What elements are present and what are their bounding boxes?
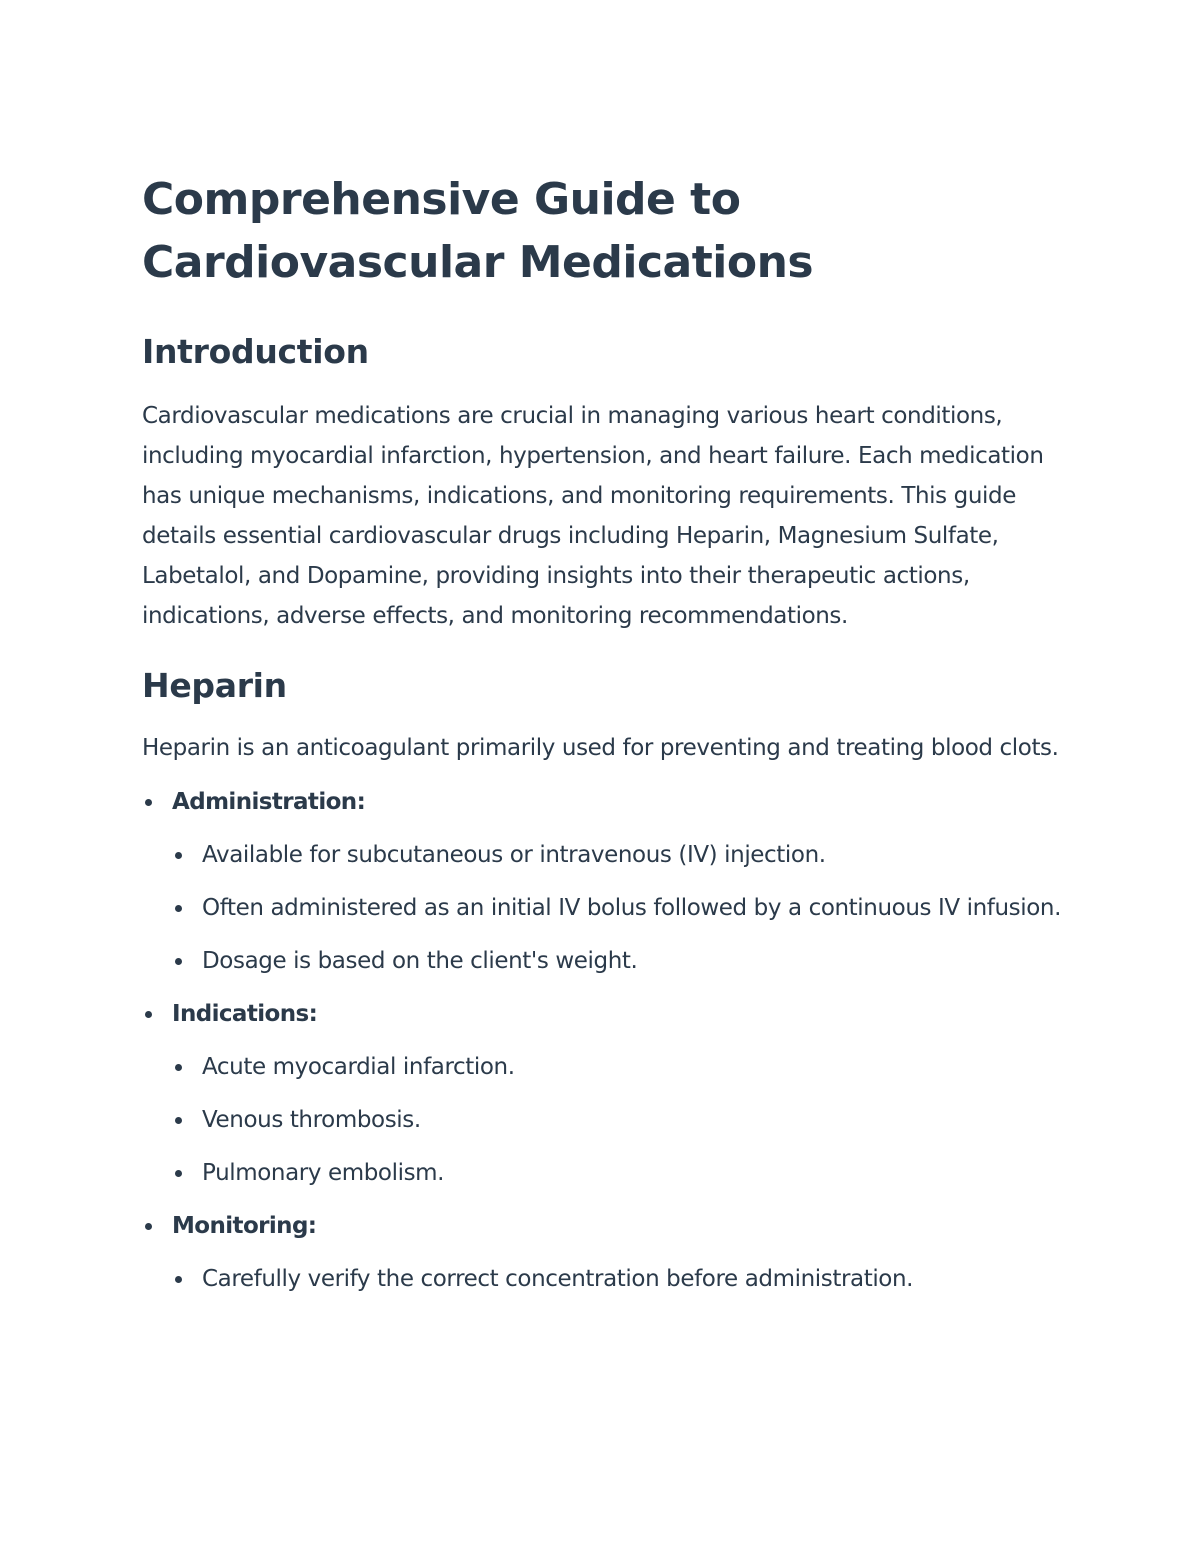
list-item-monitoring <box>142 1206 1062 1299</box>
list-item: Venous thrombosis. <box>172 1100 1062 1140</box>
introduction-paragraph: Cardiovascular medications are crucial in managing various heart conditions, including myocardial infarction, hypertension, and heart failure. Each medication has unique mechanisms, indications, and monitoring requirements. This guide details essential cardiovascular drugs including Heparin, Magnesium Sulfate, Labetalol, and Dopamine, providing insights into their therapeutic actions, indications, adverse effects, and monitoring recommendations. <box>142 403 1044 629</box>
list-item: Available for subcutaneous or intravenous (IV) injection. <box>172 835 1062 875</box>
list-item: Pulmonary embolism. <box>172 1153 1062 1193</box>
heparin-paragraph: Heparin is an anticoagulant primarily used for preventing and treating blood clots. <box>142 735 1059 761</box>
administration-label: Administration: <box>172 789 366 815</box>
section-heading-introduction: Introduction <box>142 332 369 371</box>
list-item: Often administered as an initial IV bolus followed by a continuous IV infusion. <box>172 888 1062 928</box>
heparin-details-list <box>142 782 1062 1299</box>
indications-sublist <box>172 1047 1062 1193</box>
administration-sublist <box>172 835 1062 981</box>
list-item: Dosage is based on the client's weight. <box>172 941 1062 981</box>
list-item-administration <box>142 782 1062 981</box>
monitoring-sublist <box>172 1259 1062 1299</box>
document-title: Comprehensive Guide to Cardiovascular Medications <box>142 174 814 288</box>
indications-label: Indications: <box>172 1001 318 1027</box>
list-item: Carefully verify the correct concentration before administration. <box>172 1259 1062 1299</box>
list-item: Acute myocardial infarction. <box>172 1047 1062 1087</box>
monitoring-label: Monitoring: <box>172 1213 317 1239</box>
section-heading-heparin: Heparin <box>142 666 287 705</box>
list-item-indications <box>142 994 1062 1193</box>
document-page <box>142 168 1062 1312</box>
